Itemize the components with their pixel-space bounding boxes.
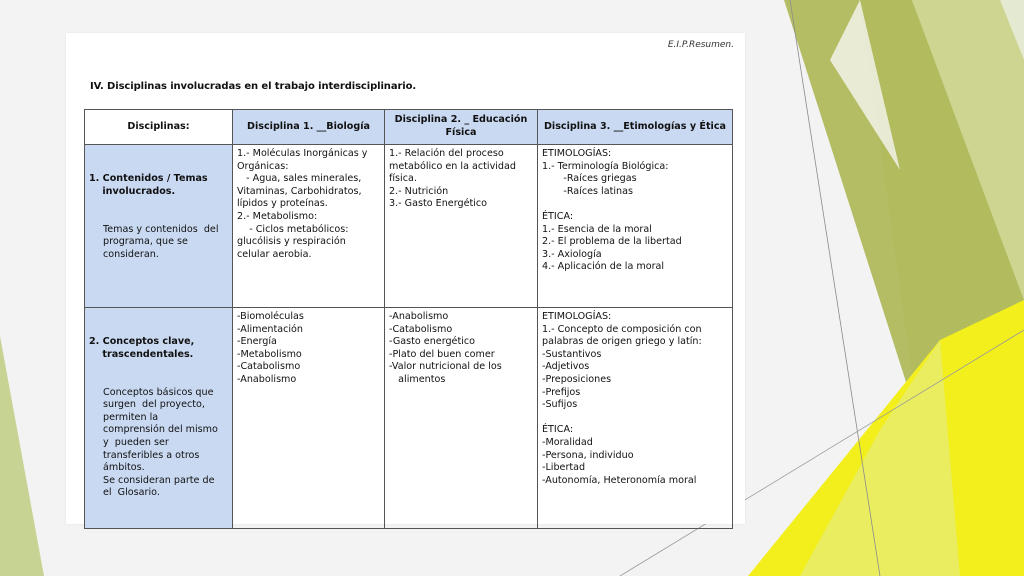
document-page <box>66 33 745 524</box>
row-head-conceptos <box>85 308 233 529</box>
row-head-contenidos <box>85 145 233 308</box>
disciplines-table <box>84 109 733 529</box>
row-head-description: Temas y contenidos del programa, que se consideran. <box>103 223 219 260</box>
cell-biologia-conceptos: -Biomoléculas -Alimentación -Energía -Metabolismo -Catabolismo -Anabolismo <box>233 308 385 529</box>
cell-educacion-fisica-contenidos: 1.- Relación del proceso metabólico en la actividad física. 2.- Nutrición 3.- Gasto Energético <box>385 145 538 308</box>
cell-etimologias-conceptos: ETIMOLOGÍAS: 1.- Concepto de composición con palabras de origen griego y latín: -Sustantivos -Adjetivos -Preposiciones -Prefijos -Sufijos ÉTICA: -Moralidad -Persona, individuo -Libertad -Autonomía, Heteronomía moral <box>538 308 733 529</box>
row-head-description: Conceptos básicos que surgen del proyecto, permiten la comprensión del mismo y pueden ser transferibles a otros ámbitos. Se consideran parte de el Glosario. <box>103 386 218 499</box>
table-header-row <box>85 110 733 145</box>
header-disciplinas: Disciplinas: <box>85 110 233 145</box>
cell-biologia-contenidos: 1.- Moléculas Inorgánicas y Orgánicas: - Agua, sales minerales, Vitaminas, Carbohidratos, lípidos y proteínas. 2.- Metabolismo: - Ciclos metabólicos: glucólisis y respiración celular aerobia. <box>233 145 385 308</box>
header-disciplina-1: Disciplina 1. __Biología <box>233 110 385 145</box>
table-row <box>85 145 733 308</box>
row-head-title: 1. Contenidos / Temas involucrados. <box>89 173 208 197</box>
header-disciplina-3: Disciplina 3. __Etimologías y Ética <box>538 110 733 145</box>
left-green-shape <box>0 336 44 576</box>
cell-etimologias-contenidos: ETIMOLOGÍAS: 1.- Terminología Biológica: -Raíces griegas -Raíces latinas ÉTICA: 1.- Esencia de la moral 2.- El problema de la libertad 3.- Axiología 4.- Aplicación de la moral <box>538 145 733 308</box>
table-row <box>85 308 733 529</box>
row-head-title: 2. Conceptos clave, trascendentales. <box>89 336 195 360</box>
right-yellow-light <box>800 340 960 576</box>
header-disciplina-2: Disciplina 2. _ Educación Física <box>385 110 538 145</box>
section-title: IV. Disciplinas involucradas en el trabajo interdisciplinario. <box>90 81 417 92</box>
cell-educacion-fisica-conceptos: -Anabolismo -Catabolismo -Gasto energético -Plato del buen comer -Valor nutricional de los alimentos <box>385 308 538 529</box>
document-header: E.I.P.Resumen. <box>667 40 734 50</box>
